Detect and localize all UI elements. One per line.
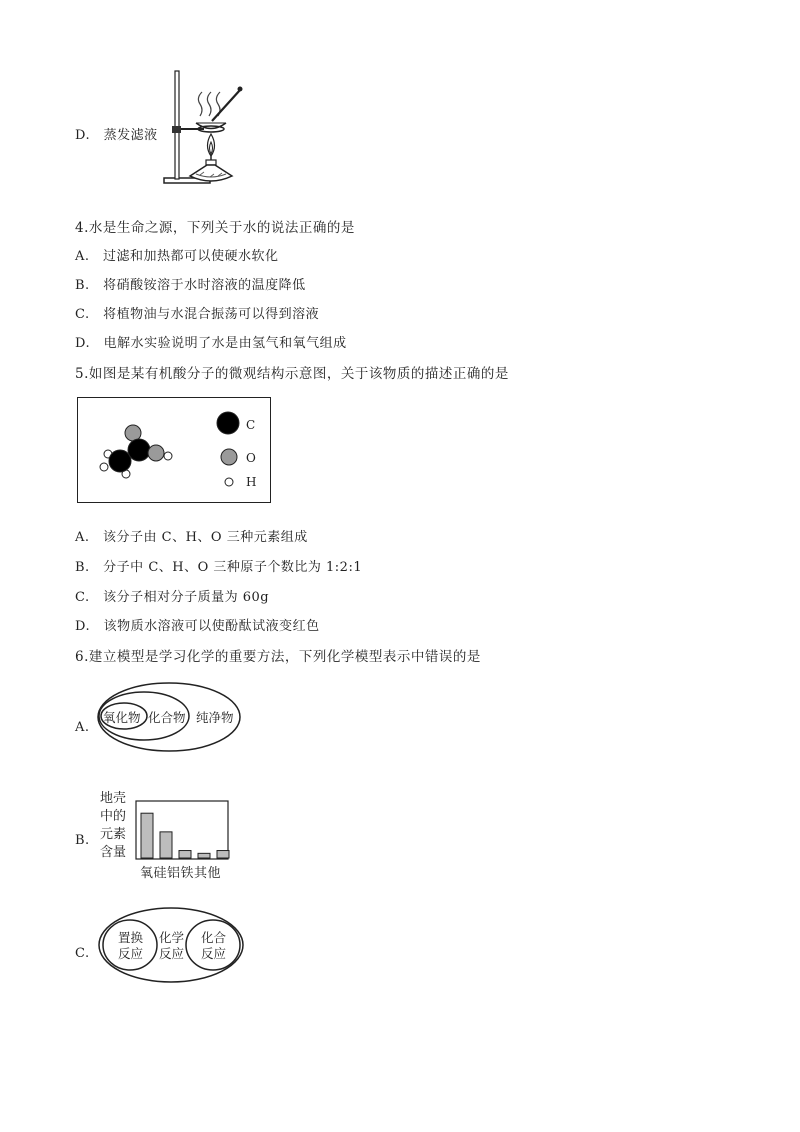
q5-stem: 5.如图是某有机酸分子的微观结构示意图，关于该物质的描述正确的是 [75, 366, 509, 382]
molecule-diagram-box [77, 397, 271, 503]
molecule-diagram [78, 398, 270, 502]
q3-option-d: D. 蒸发滤液 [75, 128, 158, 143]
q4-option-d: D. 电解水实验说明了水是由氢气和氧气组成 [75, 336, 347, 351]
evaporation-apparatus-figure [160, 68, 255, 190]
oxygen-atom-legend-icon [221, 449, 237, 465]
q5-option-c: C. 该分子相对分子质量为 60g [75, 590, 270, 605]
legend-h-label: H [246, 475, 257, 489]
q6-option-a-letter: A. [75, 720, 90, 735]
legend-o-label: O [246, 451, 256, 465]
q5-option-a: A. 该分子由 C、H、O 三种元素组成 [75, 530, 308, 545]
q5-option-d: D. 该物质水溶液可以使酚酞试液变红色 [75, 619, 320, 634]
legend-c-label: C [246, 418, 256, 432]
q6-b-ylabel [100, 790, 126, 862]
q6-c-right-label [201, 930, 226, 962]
q6-stem: 6.建立模型是学习化学的重要方法，下列化学模型表示中错误的是 [75, 649, 481, 665]
bar-硅 [160, 832, 172, 858]
q6-b-ylabel-line-4: 含量 [100, 845, 127, 860]
q6-c-left-line-2: 反应 [118, 946, 144, 961]
q4-stem: 4.水是生命之源，下列关于水的说法正确的是 [75, 220, 355, 236]
q6-option-c-letter: C. [75, 946, 90, 961]
q6-c-middle-line-2: 反应 [159, 946, 185, 961]
bar-氧 [141, 813, 153, 858]
q4-option-c: C. 将植物油与水混合振荡可以得到溶液 [75, 307, 320, 322]
q6-a-middle-label: 化合物 [148, 710, 186, 725]
q6-c-left-label [118, 930, 143, 962]
q6-c-middle-line-1: 化学 [159, 930, 185, 945]
q6-a-inner-label: 氧化物 [103, 710, 141, 725]
q6-b-category-labels: 氧硅铝铁其他 [140, 866, 222, 881]
q4-option-b: B. 将硝酸铵溶于水时溶液的温度降低 [75, 278, 306, 293]
q6-b-ylabel-line-3: 元素 [100, 827, 127, 842]
q6-c-right-line-2: 反应 [201, 946, 227, 961]
bar-其他 [217, 851, 229, 858]
q6-a-outer-label: 纯净物 [196, 710, 234, 725]
q6-b-bar-chart [135, 800, 231, 862]
q6-b-ylabel-line-2: 中的 [100, 809, 127, 824]
q6-b-ylabel-line-1: 地壳 [100, 791, 127, 806]
bar-铝 [179, 851, 191, 858]
q6-c-right-line-1: 化合 [201, 930, 227, 945]
q6-c-left-line-1: 置换 [118, 930, 144, 945]
bar-铁 [198, 853, 210, 858]
q6-c-middle-label [159, 930, 184, 962]
q4-option-a: A. 过滤和加热都可以使硬水软化 [75, 249, 279, 264]
hydrogen-atom-legend-icon [225, 478, 233, 486]
q5-option-b: B. 分子中 C、H、O 三种原子个数比为 1:2:1 [75, 560, 363, 575]
carbon-atom-legend-icon [217, 412, 239, 434]
q6-option-b-letter: B. [75, 833, 90, 848]
